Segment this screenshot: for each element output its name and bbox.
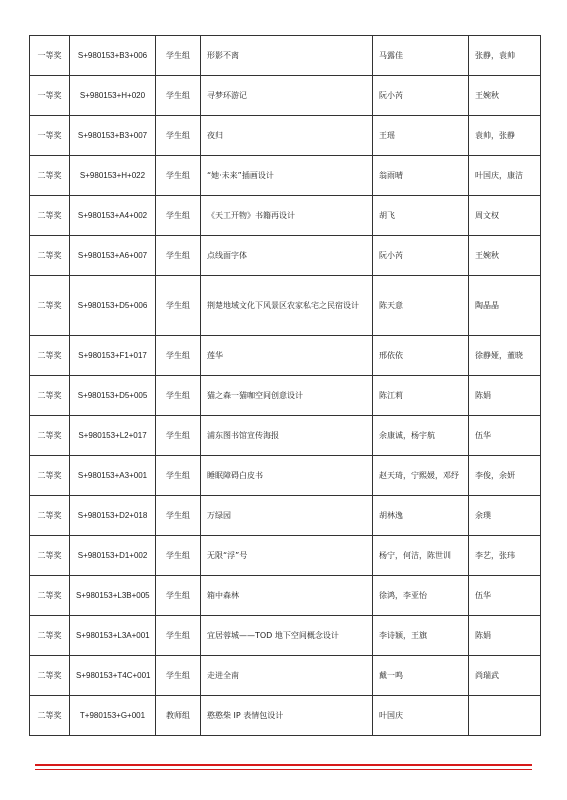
entry-code-cell: S+980153+T4C+001 [70,656,156,696]
work-title-cell: 走进全南 [201,656,373,696]
work-title-cell: 猫之森一猫咖空间创意设计 [201,376,373,416]
table-row [30,276,541,336]
mentors-cell: 陈娟 [469,376,541,416]
award-cell: 一等奖 [30,116,70,156]
mentors-cell [469,696,541,736]
footer-rule-thin [35,769,532,770]
award-cell: 二等奖 [30,336,70,376]
work-title-cell: 《天工开物》书籍再设计 [201,196,373,236]
mentors-cell: 尚瑞武 [469,656,541,696]
group-cell: 学生组 [156,116,201,156]
award-cell: 二等奖 [30,416,70,456]
group-cell: 学生组 [156,76,201,116]
entry-code-cell: S+980153+L3A+001 [70,616,156,656]
table-row [30,576,541,616]
authors-cell: 陈天意 [373,276,469,336]
award-cell: 二等奖 [30,276,70,336]
work-title-cell: 万绿园 [201,496,373,536]
table-row [30,336,541,376]
group-cell: 学生组 [156,336,201,376]
mentors-cell: 叶国庆，康洁 [469,156,541,196]
table-row [30,416,541,456]
work-title-cell: 浦东图书馆宣传海报 [201,416,373,456]
award-cell: 二等奖 [30,456,70,496]
mentors-cell: 袁帅，张静 [469,116,541,156]
group-cell: 学生组 [156,536,201,576]
award-cell: 二等奖 [30,696,70,736]
entry-code-cell: S+980153+A6+007 [70,236,156,276]
entry-code-cell: S+980153+B3+007 [70,116,156,156]
work-title-cell: 无限“浮”号 [201,536,373,576]
authors-cell: 翁雨晴 [373,156,469,196]
table-row [30,196,541,236]
entry-code-cell: S+980153+D2+018 [70,496,156,536]
work-title-cell: 形影不离 [201,36,373,76]
entry-code-cell: S+980153+A4+002 [70,196,156,236]
group-cell: 学生组 [156,456,201,496]
award-cell: 二等奖 [30,616,70,656]
authors-cell: 阮小芮 [373,76,469,116]
award-cell: 二等奖 [30,236,70,276]
table-row [30,696,541,736]
group-cell: 学生组 [156,576,201,616]
mentors-cell: 徐静娅，董晓 [469,336,541,376]
authors-cell: 胡林逸 [373,496,469,536]
mentors-cell: 余璞 [469,496,541,536]
work-title-cell: 箱中森林 [201,576,373,616]
mentors-cell: 伍华 [469,576,541,616]
mentors-cell: 周文权 [469,196,541,236]
table-row [30,116,541,156]
group-cell: 学生组 [156,616,201,656]
entry-code-cell: S+980153+H+020 [70,76,156,116]
mentors-cell: 王婉秋 [469,236,541,276]
group-cell: 学生组 [156,656,201,696]
work-title-cell: 寻梦环游记 [201,76,373,116]
work-title-cell: 莲华 [201,336,373,376]
award-cell: 一等奖 [30,76,70,116]
work-title-cell: 宜居蓉城——TOD 地下空间概念设计 [201,616,373,656]
mentors-cell: 李俊，余妍 [469,456,541,496]
authors-cell: 阮小芮 [373,236,469,276]
group-cell: 学生组 [156,196,201,236]
table-row [30,236,541,276]
group-cell: 学生组 [156,156,201,196]
entry-code-cell: S+980153+L2+017 [70,416,156,456]
authors-cell: 马露佳 [373,36,469,76]
authors-cell: 叶国庆 [373,696,469,736]
entry-code-cell: S+980153+D5+005 [70,376,156,416]
work-title-cell: 睡眠障碍白皮书 [201,456,373,496]
award-cell: 二等奖 [30,496,70,536]
mentors-cell: 王婉秋 [469,76,541,116]
authors-cell: 徐鸿，李亚怡 [373,576,469,616]
mentors-cell: 张静，袁帅 [469,36,541,76]
award-cell: 二等奖 [30,196,70,236]
work-title-cell: 点线面字体 [201,236,373,276]
group-cell: 学生组 [156,276,201,336]
table-row [30,376,541,416]
group-cell: 教师组 [156,696,201,736]
footer-rule-thick [35,764,532,766]
award-cell: 二等奖 [30,536,70,576]
table-row [30,76,541,116]
group-cell: 学生组 [156,496,201,536]
mentors-cell: 伍华 [469,416,541,456]
work-title-cell: 夜归 [201,116,373,156]
awards-table-body [30,36,541,736]
entry-code-cell: S+980153+D1+002 [70,536,156,576]
authors-cell: 赵天琦，宁熙媛，邓纾 [373,456,469,496]
entry-code-cell: S+980153+D5+006 [70,276,156,336]
award-cell: 一等奖 [30,36,70,76]
award-cell: 二等奖 [30,376,70,416]
authors-cell: 戴一鸣 [373,656,469,696]
awards-table [29,35,541,736]
work-title-cell: 憨憨柴 IP 表情包设计 [201,696,373,736]
table-row [30,156,541,196]
authors-cell: 陈江莉 [373,376,469,416]
award-cell: 二等奖 [30,156,70,196]
group-cell: 学生组 [156,376,201,416]
entry-code-cell: S+980153+H+022 [70,156,156,196]
table-row [30,536,541,576]
table-row [30,456,541,496]
authors-cell: 胡飞 [373,196,469,236]
award-cell: 二等奖 [30,576,70,616]
group-cell: 学生组 [156,36,201,76]
table-row [30,616,541,656]
authors-cell: 邢依依 [373,336,469,376]
entry-code-cell: S+980153+L3B+005 [70,576,156,616]
work-title-cell: 荆楚地域文化下风景区农家私宅之民宿设计 [201,276,373,336]
mentors-cell: 陈娟 [469,616,541,656]
group-cell: 学生组 [156,236,201,276]
mentors-cell: 李艺，张玮 [469,536,541,576]
work-title-cell: “她·未来”插画设计 [201,156,373,196]
authors-cell: 王瑶 [373,116,469,156]
authors-cell: 李诗颖，王旗 [373,616,469,656]
entry-code-cell: S+980153+B3+006 [70,36,156,76]
table-row [30,36,541,76]
group-cell: 学生组 [156,416,201,456]
entry-code-cell: T+980153+G+001 [70,696,156,736]
award-cell: 二等奖 [30,656,70,696]
table-row [30,496,541,536]
mentors-cell: 陶晶晶 [469,276,541,336]
entry-code-cell: S+980153+A3+001 [70,456,156,496]
authors-cell: 杨宁，何洁，陈世训 [373,536,469,576]
authors-cell: 余康诚，杨宇航 [373,416,469,456]
entry-code-cell: S+980153+F1+017 [70,336,156,376]
table-row [30,656,541,696]
